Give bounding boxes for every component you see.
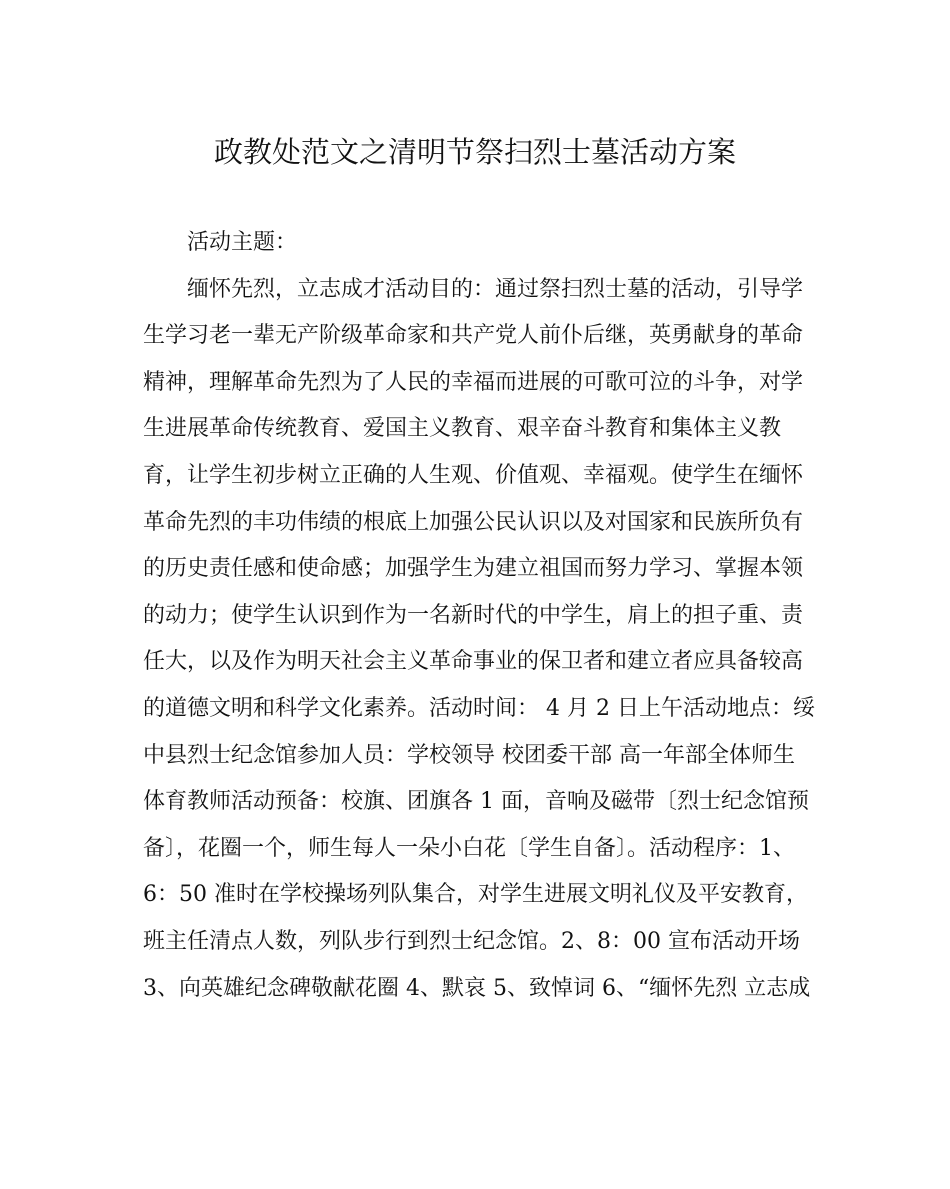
body-line: 的动力；使学生认识到作为一名新时代的中学生，肩上的担子重、责 bbox=[143, 602, 804, 628]
body-line: 中县烈士纪念馆参加人员：学校领导 校团委干部 高一年部全体师生 bbox=[143, 742, 795, 768]
document-title: 政教处范文之清明节祭扫烈士墓活动方案 bbox=[213, 135, 736, 169]
body-line: 生进展革命传统教育、爱国主义教育、艰辛奋斗教育和集体主义教 bbox=[143, 416, 782, 442]
body-line: 精神，理解革命先烈为了人民的幸福而进展的可歌可泣的斗争，对学 bbox=[143, 369, 804, 395]
body-line: 缅怀先烈，立志成才活动目的：通过祭扫烈士墓的活动，引导学 bbox=[187, 276, 804, 302]
body-line: 的道德文明和科学文化素养。活动时间： 4 月 2 日上午活动地点：绥 bbox=[143, 695, 815, 721]
heading-activity-theme: 活动主题： bbox=[187, 230, 298, 255]
body-line: 革命先烈的丰功伟绩的根底上加强公民认识以及对国家和民族所负有 bbox=[143, 509, 804, 535]
body-line: 班主任清点人数，列队步行到烈士纪念馆。2、8：00 宣布活动开场 bbox=[143, 928, 800, 954]
body-line: 体育教师活动预备：校旗、团旗各 1 面，音响及磁带〔烈士纪念馆预 bbox=[143, 789, 809, 815]
body-line: 育，让学生初步树立正确的人生观、价值观、幸福观。使学生在缅怀 bbox=[143, 462, 804, 488]
body-line: 3、向英雄纪念碑敬献花圈 4、默哀 5、致悼词 6、“缅怀先烈 立志成 bbox=[143, 975, 811, 1001]
document-body bbox=[143, 220, 813, 1012]
body-line: 6：50 准时在学校操场列队集合，对学生进展文明礼仪及平安教育， bbox=[143, 882, 808, 908]
body-line: 备〕，花圈一个，师生每人一朵小白花〔学生自备〕。活动程序：1、 bbox=[143, 835, 795, 861]
body-line: 生学习老一辈无产阶级革命家和共产党人前仆后继，英勇献身的革命 bbox=[143, 323, 804, 349]
body-line: 任大，以及作为明天社会主义革命事业的保卫者和建立者应具备较高 bbox=[143, 649, 804, 675]
body-line: 的历史责任感和使命感；加强学生为建立祖国而努力学习、掌握本领 bbox=[143, 556, 804, 582]
